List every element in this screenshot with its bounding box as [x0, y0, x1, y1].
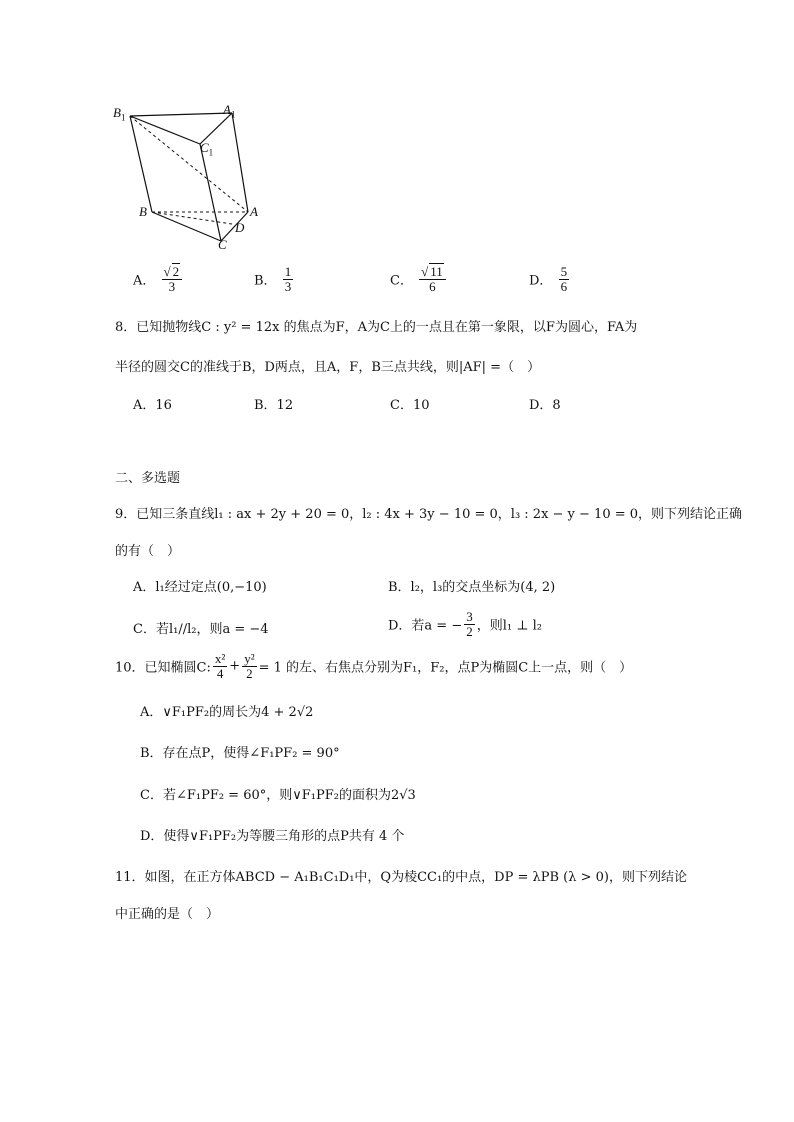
q9-option-b: B．l₂，l₃的交点坐标为(4, 2) — [388, 580, 556, 595]
q8-option-c: C．10 — [390, 398, 430, 413]
q11-stem-line1: 11．如图，在正方体ABCD − A₁B₁C₁D₁中，Q为棱CC₁的中点，DP = λPB (λ > 0)，则下列结论 — [115, 870, 687, 885]
q9-option-a: A．l₁经过定点(0,−10) — [133, 580, 267, 595]
label-a1: $A_1$ — [223, 102, 236, 120]
edge-b1-a1 — [130, 113, 232, 116]
q10-stem: 10．已知椭圆C: $\frac{\text{x²}}{4}$ + $\frac{\text{y²}}{2}$ = 1 的左、右焦点分别为F₁，F₂，点P为椭圆C上一点，则（ ） — [115, 651, 633, 681]
label-b: B — [139, 204, 147, 219]
edge-b-c — [152, 212, 221, 241]
q9-stem-line2: 的有（ ） — [115, 544, 181, 559]
prism-figure — [110, 100, 270, 260]
edge-c1-c — [200, 144, 221, 241]
q7-option-c: C． $\frac{√ 11}{6}$ — [390, 265, 448, 293]
label-a: A — [250, 204, 258, 219]
label-c: C — [218, 237, 227, 252]
q8-option-d: D．8 — [529, 398, 561, 413]
label-c1: $C_1$ — [200, 140, 214, 158]
q10-option-c: C．若∠F₁PF₂ = 60°，则∨F₁PF₂的面积为2√3 — [140, 788, 416, 803]
edge-b1-c1 — [130, 116, 200, 144]
q11-stem-line2: 中正确的是（ ） — [115, 907, 220, 922]
section-title-multi-choice: 二、多选题 — [115, 471, 181, 486]
dashed-b1-a — [130, 116, 248, 212]
q8-stem-line2: 半径的圆交C的准线于B，D两点，且A，F，B三点共线，则|AF| =（ ） — [115, 360, 541, 375]
label-b1: $B_1$ — [113, 105, 126, 123]
label-d: D — [235, 220, 245, 235]
q9-option-d: D．若a = − $\frac{3}{2}$ ，则l₁ ⊥ l₂ — [388, 609, 542, 639]
q8-option-b: B．12 — [254, 398, 294, 413]
q8-option-a: A．16 — [133, 398, 172, 413]
q10-option-d: D．使得∨F₁PF₂为等腰三角形的点P共有 4 个 — [140, 829, 405, 844]
q9-option-c: C．若l₁//l₂，则a = −4 — [133, 622, 269, 637]
edge-b1-b — [130, 116, 152, 212]
q10-option-b: B．存在点P，使得∠F₁PF₂ = 90° — [140, 746, 340, 761]
q9-stem-line1: 9．已知三条直线l₁ : ax + 2y + 20 = 0，l₂ : 4x + 3y − 10 = 0，l₃ : 2x − y − 10 = 0，则下列结论正确 — [115, 507, 743, 522]
q7-option-d: D． $\frac{5}{6}$ — [529, 264, 568, 294]
q8-stem-line1: 8．已知抛物线C : y² = 12x 的焦点为F，A为C上的一点且在第一象限，以F为圆心，FA为 — [115, 320, 638, 335]
q7-option-b: B． $\frac{1}{3}$ — [254, 264, 292, 294]
edge-a1-a — [232, 113, 248, 212]
q7-option-a: A． $\frac{√ 2}{3}$ — [133, 265, 184, 293]
dashed-b-d — [152, 212, 232, 224]
q10-option-a: A．∨F₁PF₂的周长为4 + 2√2 — [140, 705, 314, 720]
